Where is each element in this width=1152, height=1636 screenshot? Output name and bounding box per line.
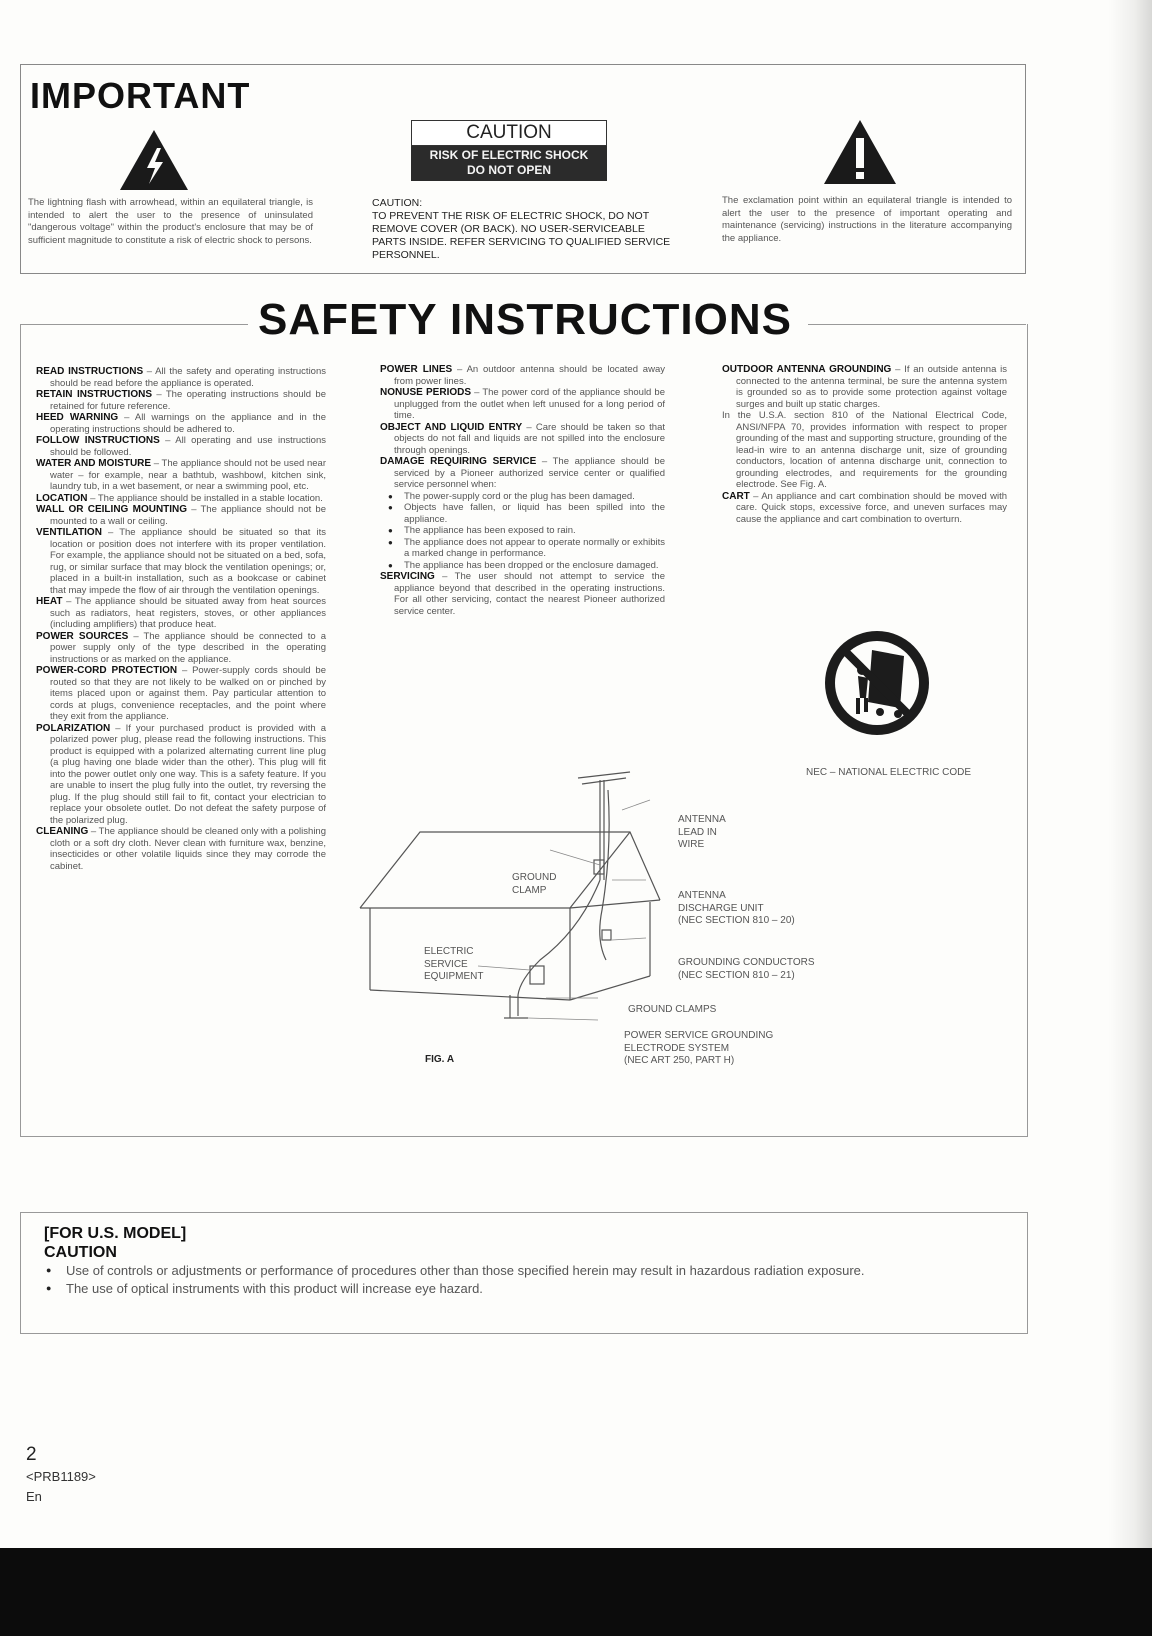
caution-shock-line1: RISK OF ELECTRIC SHOCK <box>429 148 589 162</box>
exclamation-warning-icon <box>822 118 898 186</box>
list-item: ● The appliance has been exposed to rain. <box>394 525 665 537</box>
language-code: En <box>26 1489 42 1504</box>
divider <box>20 324 248 325</box>
lightning-explanation: The lightning flash with arrowhead, within an equilateral triangle, is intended to alert the user to the presence of uninsulated "dangerous voltage" within the product's enclosure that may be of sufficient magnitude to constitute a risk of electric shock to persons. <box>28 197 313 246</box>
caution-label: CAUTION <box>411 120 607 146</box>
safety-item: NONUSE PERIODS – The power cord of the appliance should be unplugged from the outlet when left unused for a long period of time. <box>380 387 665 421</box>
exclamation-explanation: The exclamation point within an equilateral triangle is intended to alert the user to the presence of important operating and maintenance (servicing) instructions in the literature accompanying the appliance. <box>722 195 1012 244</box>
us-caution-list <box>40 1262 980 1298</box>
antenna-lead-in-label: ANTENNA LEAD IN WIRE <box>678 814 726 850</box>
safety-item: DAMAGE REQUIRING SERVICE – The appliance should be serviced by a Pioneer authorized service center or qualified service personnel when: <box>380 456 666 490</box>
safety-item: SERVICING – The user should not attempt to service the appliance beyond that described in the operating instructions. For all other servicing, contact the nearest Pioneer authorized service center. <box>380 571 665 617</box>
ground-clamp-label: GROUND CLAMP <box>512 872 557 896</box>
scan-bottom-edge <box>0 1548 1152 1636</box>
scan-edge-shadow <box>1108 0 1152 1548</box>
safety-item: POWER-CORD PROTECTION – Power-supply cords should be routed so that they are not likely to be walked on or pinched by items placed upon or against them. Pay particular attention to cords at plugs, convenience receptacles, and the point where they exit from the appliance. <box>36 665 327 722</box>
safety-item: HEED WARNING – All warnings on the appliance and in the operating instructions should be adhered to. <box>36 412 326 435</box>
safety-item: WALL OR CEILING MOUNTING – The appliance should not be mounted to a wall or ceiling. <box>36 504 326 527</box>
page-number: 2 <box>26 1444 37 1465</box>
caution-heading: CAUTION: <box>372 197 423 209</box>
safety-item: POLARIZATION – If your purchased product is provided with a polarized power plug, please read the following instructions. This product is equipped with a polarized alternating current line plug (a plug having one blade wider than the other). This plug will fit into the power outlet only one way. This is a safety feature. If you are unable to insert the plug fully into the outlet, try reversing the plug. If the plug should still fail to fit, contact your electrician to replace your obsolete outlet. Do not defeat the safety purpose of the polarized plug. <box>36 722 326 826</box>
electric-service-label: ELECTRIC SERVICE EQUIPMENT <box>424 946 484 982</box>
list-item: ● Use of controls or adjustments or performance of procedures other than those specified herein may result in hazardous radiation exposure. <box>40 1262 980 1279</box>
ground-clamps-label: GROUND CLAMPS <box>628 1004 717 1015</box>
safety-column-1 <box>36 366 326 872</box>
safety-item: HEAT – The appliance should be situated away from heat sources such as radiators, heat registers, stoves, or other appliances (including amplifiers) that produce heat. <box>36 596 326 630</box>
list-item: ● Objects have fallen, or liquid has been spilled into the appliance. <box>394 502 665 525</box>
safety-item: CART – An appliance and cart combination should be moved with care. Quick stops, excessive force, and uneven surfaces may cause the appliance and cart combination to overturn. <box>722 490 1007 525</box>
important-title: IMPORTANT <box>30 75 251 116</box>
us-model-title: [FOR U.S. MODEL] <box>44 1225 187 1242</box>
grounding-conductors-label: GROUNDING CONDUCTORS (NEC SECTION 810 – 21) <box>678 957 815 981</box>
safety-item: OBJECT AND LIQUID ENTRY – Care should be taken so that objects do not fall and liquids are not spilled into the enclosure through openings. <box>380 421 666 456</box>
caution-shock-line2: DO NOT OPEN <box>466 163 551 177</box>
safety-title: SAFETY INSTRUCTIONS <box>257 295 792 344</box>
safety-item: READ INSTRUCTIONS – All the safety and operating instructions should be read before the appliance is operated. <box>36 366 326 389</box>
safety-item: CLEANING – The appliance should be cleaned only with a polishing cloth or a soft dry cloth. Never clean with furniture wax, benzine, insecticides or other volatile liquids since they may corrode the cabinet. <box>36 826 326 872</box>
safety-item: OUTDOOR ANTENNA GROUNDING – If an outside antenna is connected to the antenna terminal, be sure the antenna system is grounded so as to provide some protection against voltage surges and built up static charges. <box>722 364 1007 410</box>
safety-column-3 <box>722 364 1007 525</box>
list-item: ● The appliance has been dropped or the enclosure damaged. <box>394 560 665 572</box>
discharge-unit-label: ANTENNA DISCHARGE UNIT (NEC SECTION 810 – 20) <box>678 890 795 926</box>
caution-shock-box <box>411 146 607 181</box>
antenna-grounding-diagram <box>350 770 690 1040</box>
list-item: ● The use of optical instruments with this product will increase eye hazard. <box>40 1280 980 1297</box>
power-service-label: POWER SERVICE GROUNDING ELECTRODE SYSTEM (NEC ART 250, PART H) <box>624 1030 774 1066</box>
us-model-caution: CAUTION <box>44 1244 117 1261</box>
nec-note: NEC – NATIONAL ELECTRIC CODE <box>806 767 972 778</box>
caution-text-block <box>372 197 674 262</box>
safety-item: POWER SOURCES – The appliance should be connected to a power supply only of the type described in the operating instructions or as marked on the appliance. <box>36 630 326 665</box>
cart-warning-icon <box>822 628 932 738</box>
service-conditions-list <box>380 491 665 572</box>
divider <box>808 324 1026 325</box>
safety-item: RETAIN INSTRUCTIONS – The operating instructions should be retained for future reference. <box>36 389 326 412</box>
caution-text: TO PREVENT THE RISK OF ELECTRIC SHOCK, DO NOT REMOVE COVER (OR BACK). NO USER-SERVICEABLE PARTS INSIDE. REFER SERVICING TO QUALIFIED SERVICE PERSONNEL. <box>372 210 671 261</box>
safety-item: WATER AND MOISTURE – The appliance should not be used near water – for example, near a bathtub, washbowl, kitchen sink, laundry tub, in a wet basement, or near a swimming pool, etc. <box>36 458 327 492</box>
safety-item: LOCATION – The appliance should be installed in a stable location. <box>36 492 323 504</box>
safety-column-2 <box>380 364 665 617</box>
safety-item: VENTILATION – The appliance should be situated so that its location or position does not interfere with its proper ventilation. For example, the appliance should not be situated on a bed, sofa, rug, or similar surface that may block the ventilation openings; or, placed in a built-in installation, such as a bookcase or cabinet that may impede the flow of air through the ventilation openings. <box>36 527 326 596</box>
model-code: <PRB1189> <box>26 1469 96 1484</box>
list-item: ● The power-supply cord or the plug has been damaged. <box>394 491 665 503</box>
safety-item: FOLLOW INSTRUCTIONS – All operating and use instructions should be followed. <box>36 435 327 458</box>
safety-item: POWER LINES – An outdoor antenna should be located away from power lines. <box>380 364 665 387</box>
figure-caption: FIG. A <box>425 1054 455 1065</box>
list-item: ● The appliance does not appear to operate normally or exhibits a marked change in performance. <box>394 537 665 560</box>
safety-item: In the U.S.A. section 810 of the National Electrical Code, ANSI/NFPA 70, provides information with respect to proper grounding of the mast and supporting structure, grounding of the lead-in wire to an antenna discharge unit, size of grounding conductors, location of antenna discharge unit, connection to grounding electrodes, and requirements for the grounding electrode. See Fig. A. <box>722 410 1007 490</box>
lightning-warning-icon <box>118 128 190 192</box>
